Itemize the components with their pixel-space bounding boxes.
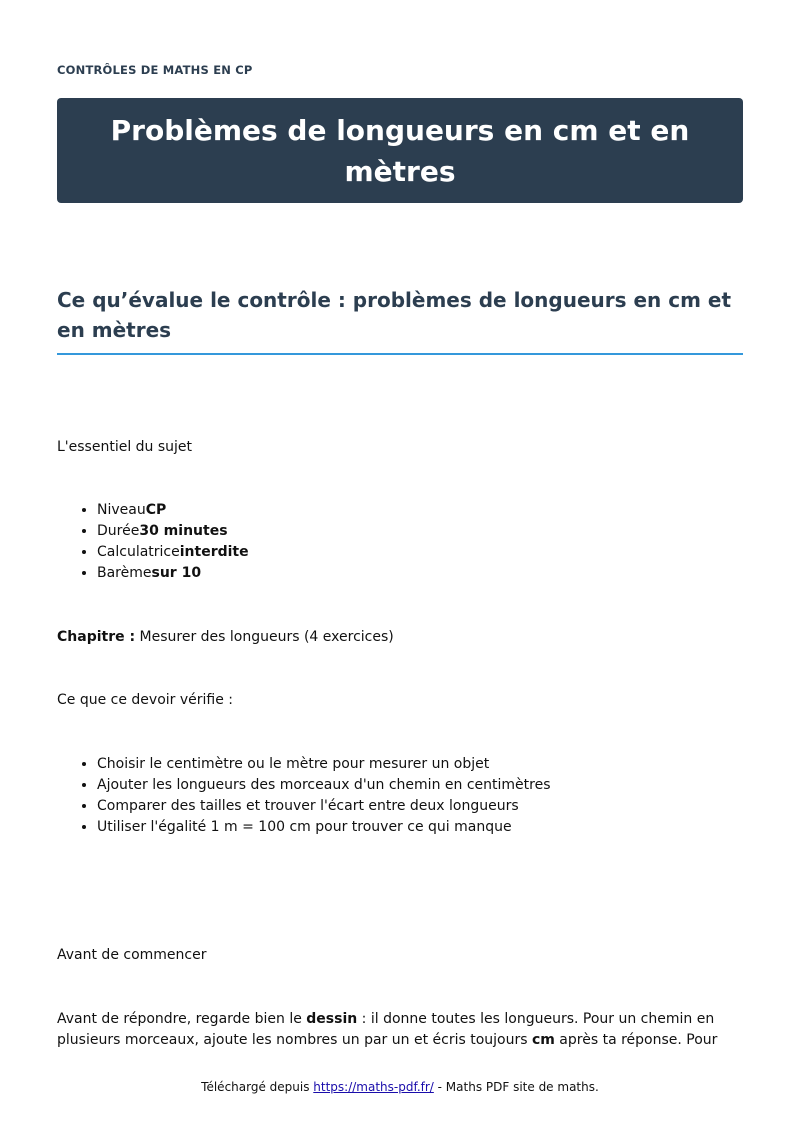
list-item: • Utiliser l'égalité 1 m = 100 cm pour trouver ce qui manque <box>97 817 551 838</box>
section-title: Ce qu’évalue le contrôle : problèmes de longueurs en cm et en mètres <box>57 285 743 355</box>
list-item <box>97 500 249 521</box>
item-label: Niveau <box>97 502 146 518</box>
verifie-heading: Ce que ce devoir vérifie : <box>57 692 234 708</box>
chapitre-line <box>57 627 394 648</box>
list-item: • Choisir le centimètre ou le mètre pour mesurer un objet <box>97 754 551 775</box>
item-value: sur 10 <box>151 565 202 581</box>
page-title: Problèmes de longueurs en cm et en mètres <box>110 113 690 188</box>
title-banner <box>57 98 743 203</box>
document-kicker: CONTRÔLES DE MATHS EN CP <box>57 63 253 77</box>
footer-link[interactable]: https://maths-pdf.fr/ <box>313 1080 434 1094</box>
footer-suffix: - Maths PDF site de maths. <box>433 1080 599 1094</box>
avant-text-1: Avant de répondre, regarde bien le <box>57 1011 307 1027</box>
list-item <box>97 521 249 542</box>
avant-heading: Avant de commencer <box>57 947 207 963</box>
chapitre-text: Mesurer des longueurs (4 exercices) <box>135 629 394 645</box>
item-label: Calculatrice <box>97 544 180 560</box>
item-value: interdite <box>179 544 249 560</box>
item-label: Durée <box>97 523 140 539</box>
avant-bold-dessin: dessin <box>306 1011 358 1027</box>
page-footer <box>0 1080 800 1094</box>
verifie-list <box>57 754 551 838</box>
avant-text-3: après ta réponse. Pour <box>554 1032 718 1048</box>
list-item: • Comparer des tailles et trouver l'écart entre deux longueurs <box>97 796 551 817</box>
avant-paragraph <box>57 1009 743 1051</box>
item-value: 30 minutes <box>139 523 228 539</box>
essentiel-heading: L'essentiel du sujet <box>57 439 193 455</box>
item-value: CP <box>145 502 167 518</box>
list-item <box>97 542 249 563</box>
list-item <box>97 563 249 584</box>
footer-prefix: Téléchargé depuis <box>201 1080 314 1094</box>
list-item: • Ajouter les longueurs des morceaux d'un chemin en centimètres <box>97 775 551 796</box>
chapitre-label: Chapitre : <box>57 629 136 645</box>
item-label: Barème <box>97 565 152 581</box>
avant-text-2: : il donne toutes les longueurs. Pour un chemin en plusieurs morceaux, ajoute les nombres un par un et écris toujours <box>57 1011 715 1048</box>
avant-bold-cm: cm <box>531 1032 555 1048</box>
essentiel-list <box>57 500 249 584</box>
